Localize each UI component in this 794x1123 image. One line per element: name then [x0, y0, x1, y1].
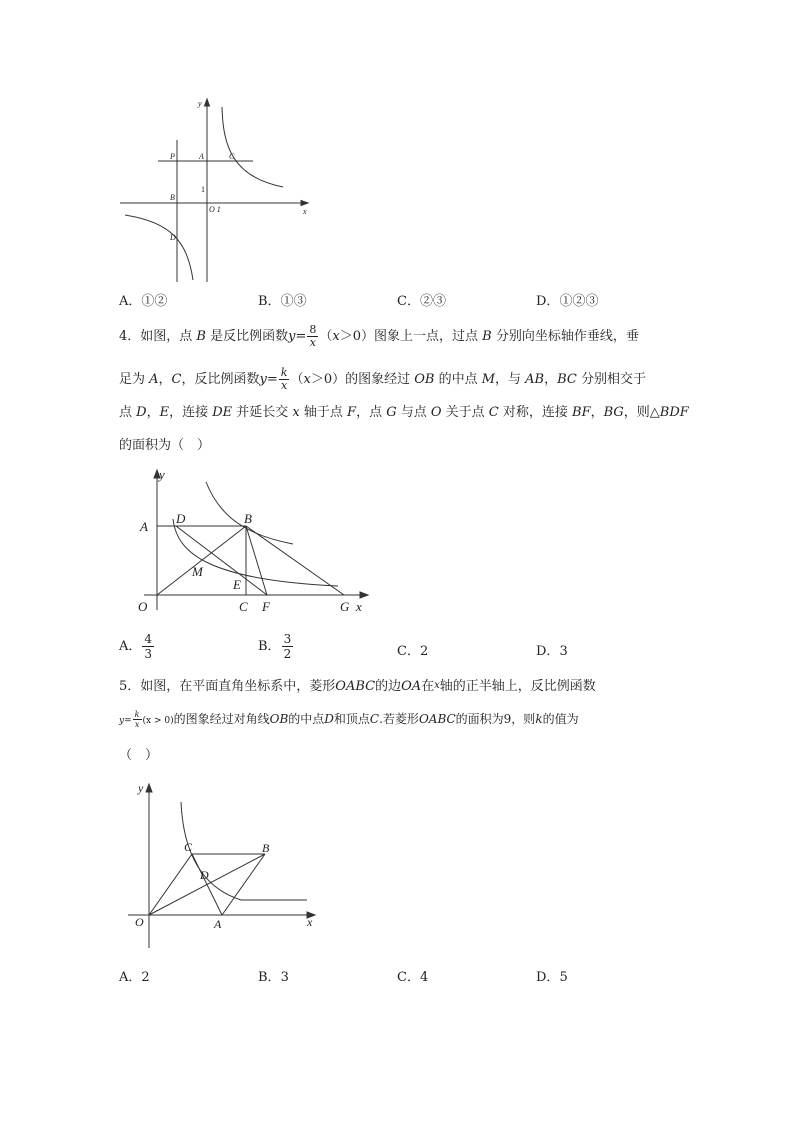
- q5-line-2: [119, 709, 579, 731]
- text: 和顶点: [333, 712, 370, 726]
- text: ，点: [356, 405, 387, 420]
- side-ba: [222, 854, 265, 915]
- var: x: [292, 405, 300, 420]
- q4-line-2: [119, 367, 646, 392]
- option-letter: D．: [536, 970, 560, 985]
- q5-option-d[interactable]: [536, 966, 568, 985]
- denominator: 2: [283, 647, 292, 661]
- text: ，连接: [169, 405, 213, 420]
- text: 的面积为9，则: [455, 712, 536, 726]
- hyperbola-branch-first-quadrant: [222, 107, 283, 187]
- text: （: [290, 372, 304, 387]
- q3-option-c[interactable]: [397, 290, 446, 309]
- text: 的值为: [542, 712, 579, 726]
- fig4-o: O: [138, 599, 148, 614]
- fig4-b: B: [244, 511, 252, 526]
- var: O: [430, 405, 442, 420]
- option-letter: D．: [536, 294, 560, 309]
- text: 对称，连接: [498, 405, 573, 420]
- fig5-b: B: [262, 841, 270, 855]
- fig4-y: y: [159, 467, 165, 482]
- q4-option-a[interactable]: [119, 632, 155, 661]
- y-axis-arrow: [205, 99, 210, 106]
- q5-option-a[interactable]: [119, 966, 150, 985]
- var: B: [482, 329, 492, 344]
- option-letter: A．: [119, 970, 142, 985]
- option-text: 3: [559, 644, 568, 659]
- text: 的图象经过对角线: [173, 712, 270, 726]
- text: 并延长交: [232, 405, 293, 420]
- text: 在: [421, 679, 435, 694]
- q3-option-b[interactable]: [258, 290, 307, 309]
- option-text: ①③: [280, 294, 307, 309]
- x-axis-arrow: [360, 592, 368, 598]
- fig4-x: x: [356, 599, 362, 614]
- numerator: 3: [283, 632, 292, 646]
- var: D: [324, 712, 334, 726]
- fig3-label-c: C: [229, 152, 235, 161]
- text: 与点: [396, 405, 431, 420]
- text: (x > 0): [142, 716, 174, 726]
- fig4-a: A: [140, 519, 148, 534]
- text: =: [124, 716, 132, 726]
- text: 的中点: [288, 712, 325, 726]
- text: ，: [590, 405, 604, 420]
- q4-line-1: [119, 324, 639, 349]
- text: ，: [158, 372, 172, 387]
- numerator: k: [134, 710, 140, 719]
- var: BF: [572, 405, 591, 420]
- var: D: [136, 405, 147, 420]
- figure-q5: [125, 776, 335, 956]
- var: M: [481, 372, 496, 387]
- numerator: k: [280, 366, 288, 379]
- text: ，则△: [623, 405, 660, 420]
- fig5-d: D: [200, 868, 209, 882]
- option-text: ①②: [141, 294, 168, 309]
- text: ，反比例函数: [181, 372, 260, 387]
- q3-option-a[interactable]: [119, 290, 167, 309]
- option-letter: B．: [258, 639, 281, 654]
- q5-option-b[interactable]: [258, 966, 289, 985]
- fraction-8-over-x: [307, 324, 318, 349]
- denominator: 3: [144, 647, 153, 661]
- q4-option-d[interactable]: [536, 640, 568, 659]
- var: C: [369, 712, 380, 726]
- option-text: ①②③: [559, 294, 599, 309]
- option-letter: A．: [119, 639, 142, 654]
- var: BG: [603, 405, 624, 420]
- option-letter: C．: [397, 970, 420, 985]
- fig4-d: D: [176, 511, 186, 526]
- option-letter: B．: [258, 294, 281, 309]
- option-text: 5: [559, 970, 568, 985]
- text: 点: [119, 405, 137, 420]
- q4-line-3: [119, 403, 689, 423]
- option-letter: C．: [397, 294, 420, 309]
- numerator: 8: [309, 323, 317, 336]
- var: x: [332, 329, 340, 344]
- curve-y-k-over-x: [181, 802, 307, 900]
- fig5-y: y: [138, 781, 144, 795]
- figure-q3: [115, 92, 315, 287]
- fraction-3-over-2: [282, 632, 294, 661]
- var: y: [259, 372, 267, 387]
- var: y: [288, 329, 296, 344]
- fig3-label-origin: O 1: [209, 205, 221, 214]
- fig4-m: M: [192, 564, 203, 579]
- text: （: [319, 329, 333, 344]
- fig5-x: x: [307, 915, 313, 929]
- q4-option-c[interactable]: [397, 640, 428, 659]
- text: 5．如图，在平面直角坐标系中，菱形: [119, 679, 336, 694]
- fig3-x-label: x: [303, 207, 307, 216]
- text: 分别向坐标轴作垂线，垂: [491, 329, 639, 344]
- fig3-label-b: B: [170, 193, 175, 202]
- option-letter: A．: [119, 294, 142, 309]
- var: OABC: [335, 679, 376, 694]
- text: .若菱形: [379, 712, 419, 726]
- text: ，: [544, 372, 558, 387]
- denominator: x: [309, 336, 316, 349]
- fig5-o: O: [135, 915, 144, 929]
- var: OB: [269, 712, 289, 726]
- q4-line-4: 的面积为（ ）: [119, 438, 211, 453]
- var: C: [488, 405, 499, 420]
- text: =: [266, 372, 278, 387]
- q5-option-c[interactable]: [397, 966, 428, 985]
- figure-q4: [130, 462, 380, 620]
- text: ＞0）的图象经过: [310, 372, 415, 387]
- var: BDF: [659, 405, 689, 420]
- option-letter: C．: [397, 644, 420, 659]
- fraction-k-over-x: [279, 367, 290, 392]
- fig3-label-d: D: [170, 233, 176, 242]
- option-letter: D．: [536, 644, 560, 659]
- fraction-4-over-3: [142, 632, 154, 661]
- var: OABC: [418, 712, 456, 726]
- segment-bg: [246, 526, 344, 595]
- text: 轴于点: [299, 405, 348, 420]
- var: E: [159, 405, 170, 420]
- var: C: [171, 372, 182, 387]
- x-axis-arrow: [301, 201, 308, 206]
- diagonal-ca: [192, 854, 222, 915]
- q5-line-3: （ ）: [119, 748, 159, 763]
- fig4-g: G: [340, 599, 350, 614]
- var: G: [386, 405, 397, 420]
- var: x: [434, 680, 440, 691]
- fig3-label-p: P: [170, 152, 175, 161]
- fig4-e: E: [233, 577, 241, 592]
- side-oc: [149, 854, 192, 915]
- fig3-y-label: y: [198, 99, 202, 108]
- var: A: [149, 372, 159, 387]
- option-text: 3: [280, 970, 289, 985]
- denominator: x: [281, 379, 288, 392]
- var: OA: [401, 679, 422, 694]
- text: ＞0）图象上一点，过点: [339, 329, 483, 344]
- option-text: 4: [419, 970, 429, 985]
- var: x: [303, 372, 311, 387]
- text: ，与: [495, 372, 526, 387]
- option-letter: B．: [258, 970, 281, 985]
- var: OB: [414, 372, 435, 387]
- var: F: [347, 405, 357, 420]
- text: ，: [146, 405, 160, 420]
- fig3-label-one: 1: [201, 185, 205, 194]
- fraction-k-over-x: [133, 710, 142, 729]
- fig4-c: C: [239, 599, 248, 614]
- numerator: 4: [144, 632, 153, 646]
- denominator: x: [134, 720, 140, 729]
- var: AB: [525, 372, 545, 387]
- text: 轴的正半轴上，反比例函数: [439, 679, 596, 694]
- text: 关于点: [441, 405, 489, 420]
- text: 足为: [119, 372, 150, 387]
- fig5-a: A: [214, 917, 222, 931]
- var: B: [196, 329, 206, 344]
- fig5-c: C: [184, 840, 193, 854]
- var: y: [119, 716, 125, 726]
- text: 的中点: [434, 372, 482, 387]
- text: 的边: [375, 679, 402, 694]
- var: BC: [557, 372, 577, 387]
- var: k: [535, 712, 543, 726]
- fig3-label-a: A: [199, 152, 204, 161]
- text: 分别相交于: [576, 372, 647, 387]
- segment-df: [176, 526, 267, 595]
- q5-line-1: [119, 676, 596, 697]
- q4-option-b[interactable]: [258, 632, 294, 661]
- text: =: [295, 329, 307, 344]
- option-text: 2: [419, 644, 429, 659]
- q3-option-d[interactable]: [536, 290, 598, 309]
- var: DE: [212, 405, 233, 420]
- text: 是反比例函数: [205, 329, 289, 344]
- hyperbola-branch-third-quadrant: [125, 215, 193, 280]
- y-axis-arrow: [146, 784, 152, 792]
- option-text: 2: [141, 970, 150, 985]
- text: 4．如图，点: [119, 329, 197, 344]
- option-text: ②③: [419, 294, 446, 309]
- fig4-f: F: [262, 599, 270, 614]
